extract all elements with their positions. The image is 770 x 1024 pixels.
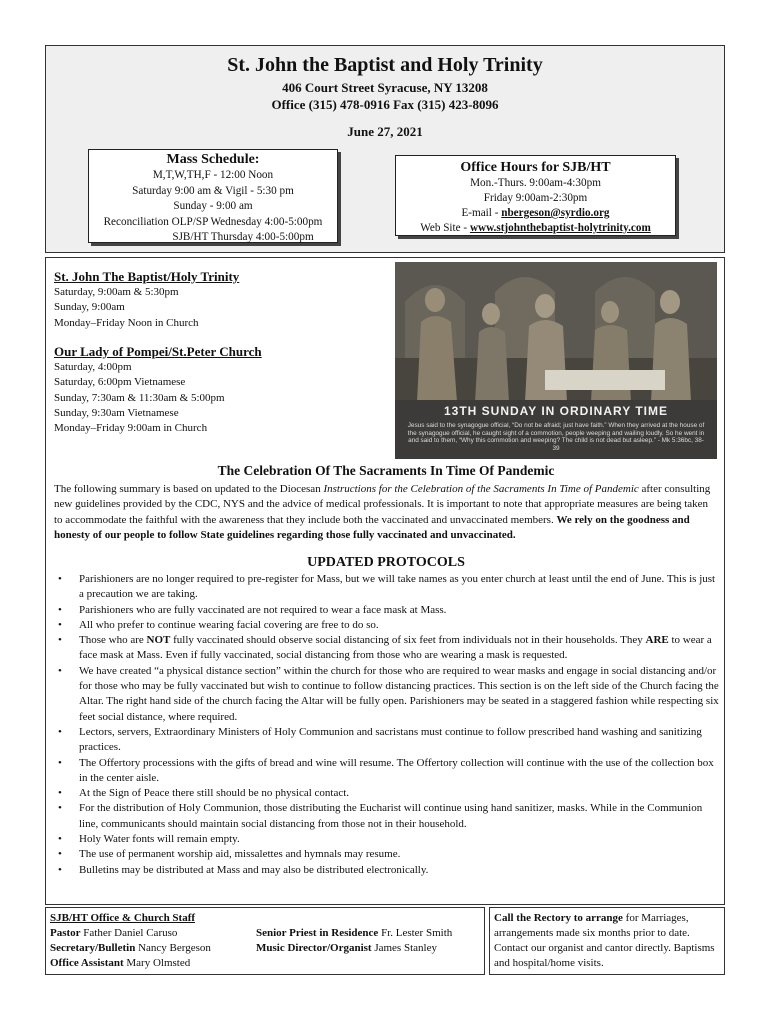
parish-title: St. John the Baptist and Holy Trinity [227, 54, 543, 76]
assistant-label: Office Assistant [50, 957, 124, 969]
staff-column-left [50, 911, 211, 971]
protocol-item: • All who prefer to continue wearing facial covering are free to do so. [56, 618, 720, 633]
sjb-line: Monday–Friday Noon in Church [54, 316, 199, 329]
celebration-text: after consulting new guidelines provided by the CDC, NYS and the advice of medical professionals. It is important to note that appropriate measures are being taken to accommodate the faithful with the awareness that they include both the vaccinated and unvaccinated members. [54, 483, 711, 526]
protocol-item: • Bulletins may be distributed at Mass and may also be distributed electronically. [56, 863, 720, 878]
website-link[interactable]: www.stjohnthebaptist-holytrinity.com [469, 222, 651, 234]
mass-line: SJB/HT Thursday 4:00-5:00pm [172, 231, 314, 243]
protocol-item: • Parishioners are no longer required to pre-register for Mass, but we will take names as you enter church at least until the end of June. This is just a precaution we are taking. [56, 572, 720, 603]
music-director-label: Music Director/Organist [256, 942, 372, 954]
protocol-item: • Lectors, servers, Extraordinary Ministers of Holy Communion and sacristans must continue to follow prescribed hand washing and sanitizing practices. [56, 725, 720, 756]
secretary-line [50, 941, 211, 956]
music-director-line [256, 941, 452, 956]
staff-box [45, 907, 485, 975]
music-director-name: James Stanley [371, 942, 437, 954]
sjb-line: Sunday, 9:00am [54, 301, 125, 314]
protocol-item: • At the Sign of Peace there still should be no physical contact. [56, 786, 720, 801]
protocol-item: • Those who are NOT fully vaccinated should observe social distancing of six feet from individuals not in their households. They ARE to wear a face mask at Mass. Even if fully vaccinated, social distancing from those who are wearing a mask is requested. [56, 633, 720, 664]
header-box [45, 45, 725, 253]
pastor-name: Father Daniel Caruso [80, 927, 178, 939]
staff-column-right [256, 926, 452, 956]
image-quote: Jesus said to the synagogue official, “Do not be afraid; just have faith.” When they arrived at the house of the synagogue official, he caught sight of a commotion, people weeping and wailing loudly. So he went in and said to them, “Why this commotion and weeping? The child is not dead but asleep.” - Mk 5:36bc, 38-39 [407, 422, 705, 452]
olp-line: Saturday, 6:00pm Vietnamese [54, 376, 186, 389]
olp-line: Sunday, 7:30am & 11:30am & 5:00pm [54, 391, 225, 404]
office-hours-friday: Friday 9:00am-2:30pm [483, 192, 588, 204]
mass-schedule-heading: Mass Schedule: [166, 152, 260, 167]
protocol-item: • Holy Water fonts will remain empty. [56, 832, 720, 847]
website-line [396, 221, 675, 236]
celebration-text: The following summary is based on updated to the Diocesan [54, 483, 324, 495]
olp-line: Monday–Friday 9:00am in Church [54, 422, 208, 435]
olp-schedule [54, 344, 384, 436]
parish-phone: Office (315) 478-0916 Fax (315) 423-8096 [271, 97, 499, 112]
office-hours-box [395, 155, 676, 236]
mass-line: Sunday - 9:00 am [173, 200, 253, 212]
office-hours-weekdays: Mon.-Thurs. 9:00am-4:30pm [470, 177, 601, 189]
rectory-box [489, 907, 725, 975]
celebration-bold: We rely on the goodness and honesty of our people to follow State guidelines regarding those fully vaccinated and unvaccinated. [54, 513, 690, 541]
staff-heading: SJB/HT Office & Church Staff [50, 912, 196, 924]
senior-priest-name: Fr. Lester Smith [378, 927, 453, 939]
protocols-list [56, 572, 720, 878]
pastor-line [50, 926, 211, 941]
celebration-heading: The Celebration Of The Sacraments In Time Of Pandemic [217, 463, 555, 478]
sjb-schedule [54, 269, 384, 331]
rectory-text [494, 911, 722, 971]
painting-illustration [395, 262, 717, 402]
mass-schedule-box [88, 149, 338, 243]
protocol-item: • The use of permanent worship aid, missalettes and hymnals may resume. [56, 847, 720, 862]
pastor-label: Pastor [50, 927, 81, 939]
mass-line: Saturday 9:00 am & Vigil - 5:30 pm [132, 184, 294, 197]
celebration-italic: Instructions for the Celebration of the Sacraments In Time of Pandemic [323, 483, 639, 495]
protocol-item: • Parishioners who are fully vaccinated are not required to wear a face mask at Mass. [56, 603, 720, 618]
website-label: Web Site - [420, 222, 470, 234]
assistant-line [50, 956, 211, 971]
image-caption: 13TH SUNDAY IN ORDINARY TIME [443, 404, 669, 418]
secretary-name: Nancy Bergeson [135, 942, 211, 954]
protocol-item: • We have created “a physical distance section” within the church for those who are required to wear masks and engage in social distancing and/or for those who may be fully vaccinated but wish to continue to follow distancing practices. This section is on the left side of the Church facing the Altar. The right hand side of the church facing the Altar will be fully open. Parishioners may be seated in a staggered fashion while respecting six feet social distance, where required. [56, 664, 720, 725]
sunday-artwork-image [395, 262, 717, 459]
rectory-bold: Call the Rectory to arrange [494, 912, 623, 924]
protocols-heading: UPDATED PROTOCOLS [307, 555, 465, 570]
olp-heading: Our Lady of Pompei/St.Peter Church [54, 344, 262, 359]
email-label: E-mail - [461, 207, 502, 219]
protocol-item: • The Offertory processions with the gifts of bread and wine will resume. The Offertory collection will continue with the use of the collection box in the center aisle. [56, 756, 720, 787]
email-link[interactable]: nbergeson@syrdio.org [501, 207, 610, 219]
office-hours-heading: Office Hours for SJB/HT [460, 160, 611, 175]
celebration-paragraph [54, 482, 718, 543]
protocol-item: • For the distribution of Holy Communion, those distributing the Eucharist will continue using hand sanitizer, masks. While in the Communion line, communicants should maintain social distancing from those not in their household. [56, 801, 720, 832]
mass-line: Reconciliation OLP/SP Wednesday 4:00-5:00pm [103, 215, 323, 228]
bulletin-date: June 27, 2021 [347, 124, 423, 139]
mass-line: M,T,W,TH,F - 12:00 Noon [152, 169, 274, 181]
olp-line: Saturday, 4:00pm [54, 361, 132, 373]
email-line [396, 206, 675, 221]
assistant-name: Mary Olmsted [123, 957, 191, 969]
olp-line: Sunday, 9:30am Vietnamese [54, 406, 179, 419]
senior-priest-label: Senior Priest in Residence [256, 927, 379, 939]
main-content-box [45, 257, 725, 905]
rectory-details: for Marriages, arrangements made six months prior to date. Contact our organist and cantor directly. Baptisms and hospital/home visits. [494, 912, 715, 969]
secretary-label: Secretary/Bulletin [50, 942, 136, 954]
senior-priest-line [256, 926, 452, 941]
parish-address: 406 Court Street Syracuse, NY 13208 [282, 80, 488, 95]
sjb-heading: St. John The Baptist/Holy Trinity [54, 269, 240, 284]
sjb-line: Saturday, 9:00am & 5:30pm [54, 286, 179, 298]
